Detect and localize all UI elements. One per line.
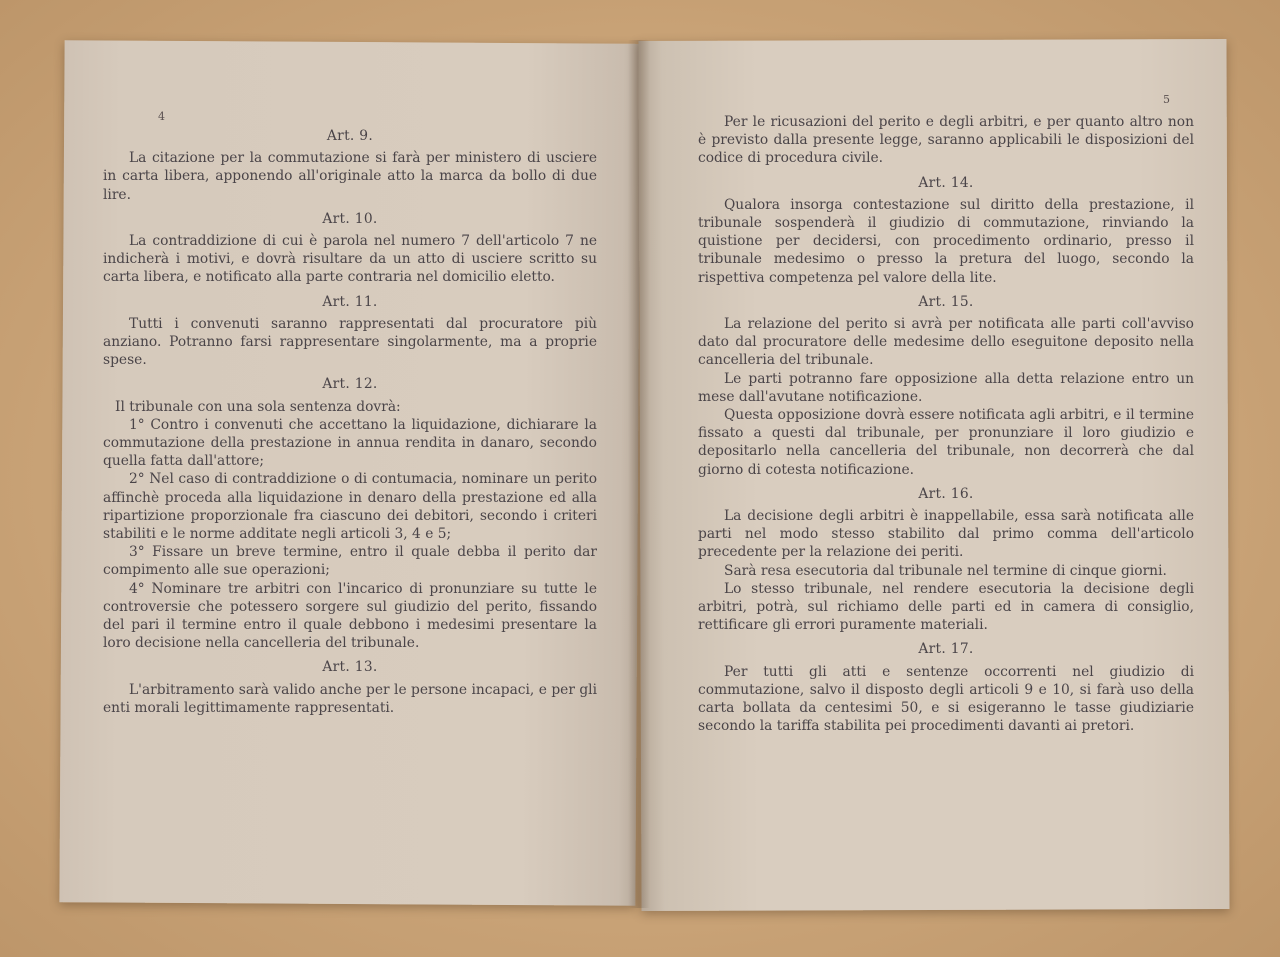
- paragraph: Lo stesso tribunale, nel rendere esecutoria la decisione degli arbitri, potrà, sul richiamo delle parti ed in camera di consiglio, rettificare gli errori puramente materiali.: [698, 580, 1194, 634]
- paragraph: La contraddizione di cui è parola nel numero 7 dell'articolo 7 ne indicherà i motivi, e dovrà risultare da un atto di usciere scritto su carta libera, e notificato alla parte contraria nel domicilio eletto.: [103, 233, 597, 286]
- paragraph: Tutti i convenuti saranno rappresentati dal procuratore più anziano. Potranno farsi rappresentare singolarmente, ma a proprie spese.: [103, 315, 597, 369]
- paragraph: 3° Fissare un breve termine, entro il quale debba il perito dar compimento alle sue operazioni;: [103, 544, 597, 579]
- paragraph: Questa opposizione dovrà essere notificata agli arbitri, e il termine fissato a questi dal tribunale, per pronunziare il loro giudizio e depositarlo nella cancelleria del tribunale, non decorrerà che dal giorno di cotesta notificazione.: [698, 407, 1194, 478]
- article-heading: Art. 14.: [918, 174, 974, 191]
- paragraph: La relazione del perito si avrà per notificata alle parti coll'avviso dato dal procuratore delle medesime dello eseguitone deposito nella cancelleria del tribunale.: [698, 316, 1194, 369]
- list-intro-text: Il tribunale con una sola sentenza dovrà:: [115, 398, 401, 415]
- article-heading: Art. 15.: [918, 293, 974, 310]
- article-heading: Art. 10.: [322, 210, 378, 227]
- paragraph: Qualora insorga contestazione sul diritto della prestazione, il tribunale sospenderà il giudizio di commutazione, rinviando la quistione per decidersi, con procedimento ordinario, presso il tribunale medesimo o presso la pretura del luogo, secondo la rispettiva competenza pel valore della lite.: [698, 196, 1194, 286]
- paragraph: Per tutti gli atti e sentenze occorrenti nel giudizio di commutazione, salvo il disposto degli articoli 9 e 10, si farà uso della carta bollata da centesimi 50, e si esigeranno le tasse giudiziarie secondo la tariffa stabilita pei procedimenti davanti ai pretori.: [698, 663, 1194, 735]
- paragraph: 2° Nel caso di contraddizione o di contumacia, nominare un perito affinchè proceda alla liquidazione in denaro della prestazione ed alla ripartizione proporzionale fra ciascuno dei debitori, secondo i criteri stabiliti e le norme additate negli articoli 3, 4 e 5;: [103, 471, 597, 543]
- paragraph: L'arbitramento sarà valido anche per le persone incapaci, e per gli enti morali legittimamente rappresentati.: [103, 681, 597, 716]
- paragraph: Le parti potranno fare opposizione alla detta relazione entro un mese dall'avutane notificazione.: [698, 370, 1194, 405]
- paragraph: La citazione per la commutazione si farà per ministero di usciere in carta libera, apponendo all'originale atto la marca da bollo di due lire.: [103, 150, 597, 203]
- article-heading: Art. 16.: [918, 485, 974, 502]
- article-heading: Art. 17.: [918, 641, 974, 658]
- paragraph: Sarà resa esecutoria dal tribunale nel termine di cinque giorni.: [724, 562, 1167, 579]
- paragraph: 1° Contro i convenuti che accettano la liquidazione, dichiarare la commutazione della prestazione in annua rendita in danaro, secondo quella fatta dall'attore;: [103, 416, 597, 470]
- article-heading: Art. 13.: [322, 659, 378, 676]
- paragraph: 4° Nominare tre arbitri con l'incarico di pronunziare su tutte le controversie che potessero sorgere sul giudizio del perito, fissando del pari il termine entro il quale debbono i medesimi presentare la loro decisione nella cancelleria del tribunale.: [103, 580, 597, 652]
- book-gutter: [628, 40, 650, 908]
- article-heading: Art. 12.: [322, 376, 378, 393]
- page-number-left: 4: [158, 110, 165, 123]
- left-page-text: [103, 121, 597, 717]
- paragraph: La decisione degli arbitri è inappellabile, essa sarà notificata alle parti nel modo stesso stabilito dal primo comma dell'articolo precedente per la relazione dei periti.: [698, 508, 1194, 561]
- article-heading: Art. 11.: [322, 293, 378, 310]
- right-page-text: [698, 113, 1194, 736]
- paragraph: Per le ricusazioni del perito e degli arbitri, e per quanto altro non è previsto dalla presente legge, saranno applicabili le disposizioni del codice di procedura civile.: [698, 114, 1194, 167]
- article-heading: Art. 9.: [326, 128, 374, 144]
- page-number-right: 5: [1163, 93, 1170, 106]
